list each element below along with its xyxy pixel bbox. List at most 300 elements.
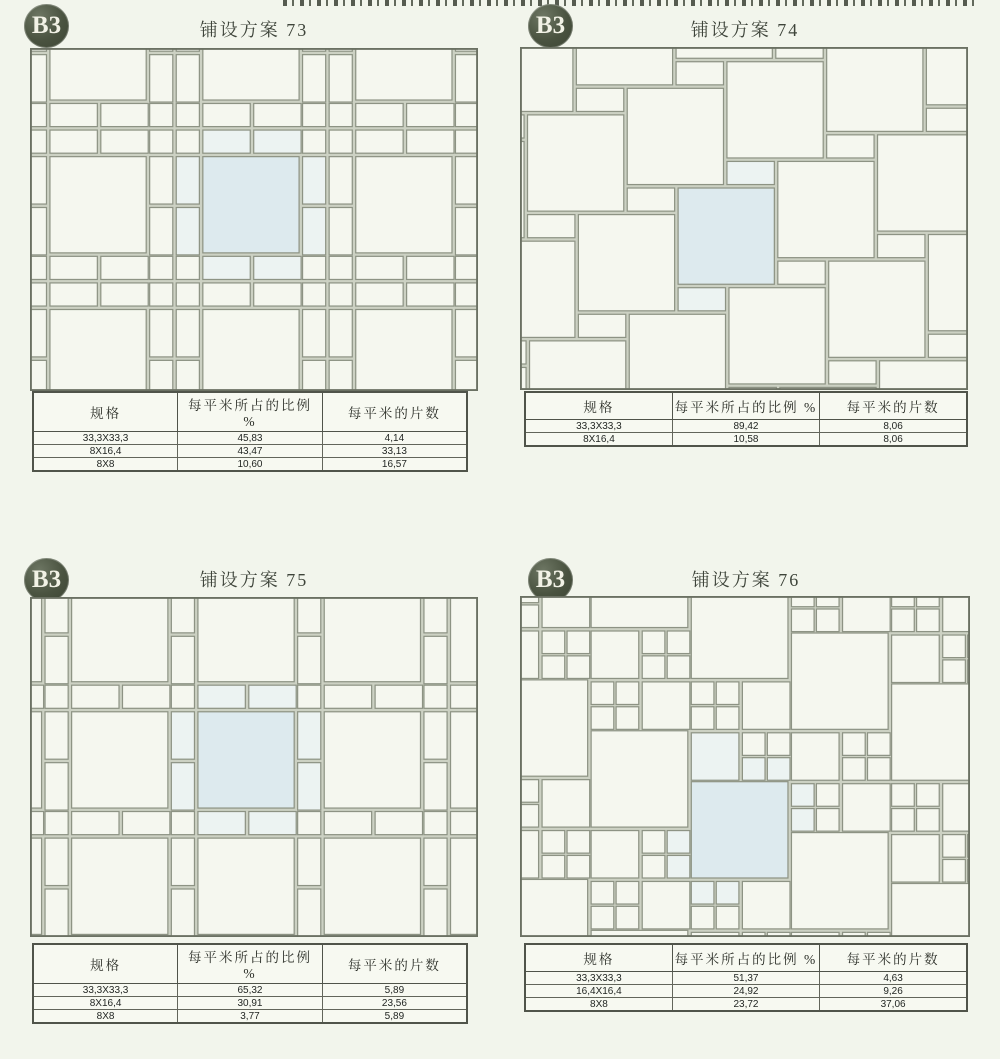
tile [150,55,173,102]
tile [542,596,590,628]
spec-row [525,433,967,447]
tile [150,103,173,126]
b3-badge: B3 [24,4,69,48]
tile [50,310,146,391]
tile-size-cell: 8X16,4 [33,997,178,1010]
percent-cell: 51,37 [672,972,819,985]
tile [45,712,68,759]
tile [176,157,199,204]
tile [691,682,714,705]
pieces-cell: 5,89 [322,1010,467,1024]
tile-pattern-diagram-74 [520,47,968,390]
tile [329,208,352,255]
tile [176,103,199,126]
tile [917,784,940,807]
spec-col-header: 规格 [525,392,672,420]
tile [324,838,420,934]
tile [356,256,403,279]
spec-row [33,432,467,445]
tile [591,682,614,705]
tile [767,758,790,781]
tile [943,596,970,632]
tile [254,103,301,126]
spec-table-73 [32,391,468,472]
spec-col-header: 每平米所占的比例 % [672,944,819,972]
tile [303,283,326,306]
pieces-cell: 8,06 [820,420,967,433]
tile [667,656,690,679]
tile [150,360,173,391]
tile-pattern-diagram-76 [520,596,970,937]
section-plan-73 [20,2,478,470]
tile [45,636,68,683]
tile [455,256,478,279]
tile [324,685,371,708]
tile [591,731,688,827]
tile [356,283,403,306]
tile [101,130,148,153]
tile [329,256,352,279]
percent-cell: 10,60 [178,458,323,472]
tile [30,157,46,204]
tile [424,812,447,835]
percent-cell: 10,58 [672,433,819,447]
tile [767,733,790,756]
tile [691,906,714,929]
tile [451,812,478,835]
tile [567,831,590,854]
tile [778,161,874,257]
tile [530,341,626,390]
tile [827,135,874,158]
tile [868,758,891,781]
tile [303,157,326,204]
section-plan-75 [20,556,478,1022]
tile [520,680,588,776]
tile [45,838,68,885]
tile [30,360,46,391]
tile [829,261,925,357]
tile [424,889,447,936]
tile [567,631,590,654]
tile [101,103,148,126]
plan-title: 铺设方案 75 [199,570,309,590]
tile [567,656,590,679]
tile [171,812,194,835]
tile [691,881,714,904]
tile [642,631,665,654]
tile [520,241,575,337]
tile [716,682,739,705]
tile [122,812,169,835]
tile [176,283,199,306]
tile [324,712,420,808]
tile [791,609,814,632]
pieces-cell: 4,14 [322,432,467,445]
tile [150,256,173,279]
spec-row [525,998,967,1012]
tile [329,283,352,306]
tile [917,809,940,832]
tile [171,636,194,683]
tile [324,812,371,835]
b3-badge: B3 [528,558,573,602]
section-plan-76 [515,556,977,1012]
tile [843,596,891,632]
tile [843,733,866,756]
tile [171,763,194,810]
tile [667,855,690,878]
spec-col-header: 每平米所占的比例 % [178,944,323,984]
tile [72,838,168,934]
tile [50,256,97,279]
tile [30,103,46,126]
tile [249,685,296,708]
tile [298,685,321,708]
percent-cell: 24,92 [672,985,819,998]
tile [520,47,573,111]
tile [50,130,97,153]
tile [150,283,173,306]
tile [122,685,169,708]
tile [329,360,352,391]
tile [356,310,452,391]
tile [455,310,478,357]
tile [576,47,672,85]
tile [791,809,814,832]
tile [926,47,968,105]
tile [791,784,814,807]
tile [203,256,250,279]
tile [778,261,825,284]
tile [198,685,245,708]
tile [791,833,888,929]
tile [424,712,447,759]
tile [72,685,119,708]
tile [50,157,146,253]
tile [742,881,790,928]
tile [727,161,774,184]
tile [176,360,199,391]
b3-badge: B3 [24,558,69,602]
tile [678,288,725,311]
tile [829,361,876,384]
tile [303,256,326,279]
tile [375,812,422,835]
spec-row [525,420,967,433]
tile [455,157,478,204]
spec-col-header: 每平米的片数 [820,944,967,972]
tile [30,256,46,279]
tile [298,889,321,936]
tile [356,48,452,100]
tile-size-cell: 8X16,4 [33,445,178,458]
tile [591,596,688,628]
tile [451,712,478,808]
tile [329,310,352,357]
tile [203,283,250,306]
tile [30,55,46,102]
section-plan-74 [515,2,977,460]
plan-title: 铺设方案 73 [199,20,309,40]
tile [578,314,625,337]
tile [298,636,321,683]
tile [203,130,250,153]
tile [729,288,825,384]
tile [30,283,46,306]
tile [627,88,723,184]
tile [892,809,915,832]
tile [249,812,296,835]
tile [30,310,46,357]
tile [943,859,966,882]
tile [676,62,723,85]
tile [455,103,478,126]
tile [30,208,46,255]
tile [407,283,454,306]
tile [424,636,447,683]
tile [917,609,940,632]
tile-pattern-diagram-75 [30,597,478,937]
tile [375,685,422,708]
spec-row [525,985,967,998]
tile [542,631,565,654]
tile [203,310,299,391]
tile [303,208,326,255]
tile [30,130,46,153]
tile [150,208,173,255]
tile [303,55,326,102]
tile [928,334,968,357]
tile [303,103,326,126]
plan-title: 铺设方案 76 [691,570,801,590]
percent-cell: 3,77 [178,1010,323,1024]
tile [198,597,294,682]
spec-col-header: 每平米的片数 [820,392,967,420]
tile-size-cell: 16,4X16,4 [525,985,672,998]
tile [616,906,639,929]
tile-pattern-diagram-73 [30,48,478,391]
tile [843,758,866,781]
tile [150,130,173,153]
tile [455,208,478,255]
tile [30,685,44,708]
tile [576,88,623,111]
spec-row [33,458,467,472]
pieces-cell: 4,63 [820,972,967,985]
tile [50,48,146,100]
tile [455,283,478,306]
tile [791,733,839,780]
tile [691,707,714,730]
tile-size-cell: 8X16,4 [525,433,672,447]
tile [451,597,478,682]
tile [298,597,321,633]
tile [45,889,68,936]
tile [892,835,940,882]
tile [176,256,199,279]
tile [424,763,447,810]
tile [455,130,478,153]
tile [45,763,68,810]
tile [742,758,765,781]
tile [528,115,624,211]
tile [928,235,968,331]
percent-cell: 65,32 [178,984,323,997]
tile [298,763,321,810]
tile [816,784,839,807]
tile [171,712,194,759]
tile-size-cell: 33,3X33,3 [33,984,178,997]
pieces-cell: 16,57 [322,458,467,472]
spec-table-76 [524,943,968,1012]
tile [742,733,765,756]
tile [616,707,639,730]
tile [254,283,301,306]
tile [45,597,68,633]
tile [691,733,739,780]
tile [868,733,891,756]
tile [791,633,888,729]
tile [407,130,454,153]
tile [45,685,68,708]
tile [198,812,245,835]
tile [30,812,44,835]
tile [542,855,565,878]
tile [843,784,891,831]
tile [150,310,173,357]
tile [298,712,321,759]
tile [407,103,454,126]
tile [171,838,194,885]
tile [642,682,690,729]
tile [892,635,940,682]
tile [176,310,199,357]
tile [627,188,674,211]
tile [171,597,194,633]
tile [407,256,454,279]
tile [642,656,665,679]
tile [176,130,199,153]
tile [520,780,539,803]
tile [50,103,97,126]
tile [616,881,639,904]
tile [520,805,539,828]
percent-cell: 30,91 [178,997,323,1010]
tile [816,809,839,832]
tile [892,883,970,937]
tile [254,130,301,153]
tile-size-cell: 33,3X33,3 [525,420,672,433]
tile [616,682,639,705]
tile [642,831,665,854]
tile [455,55,478,102]
spec-col-header: 每平米所占的比例 % [178,392,323,432]
tile [727,62,823,158]
spec-table-75 [32,943,468,1024]
tile [329,103,352,126]
tile [827,47,923,131]
tile [150,157,173,204]
spec-row [33,997,467,1010]
percent-cell: 23,72 [672,998,819,1012]
tile [591,831,639,878]
tile [176,55,199,102]
tile [716,881,739,904]
tile-size-cell: 33,3X33,3 [525,972,672,985]
pieces-cell: 33,13 [322,445,467,458]
tile [742,682,790,729]
percent-cell: 45,83 [178,432,323,445]
tile [329,55,352,102]
tile [892,609,915,632]
tile [72,712,168,808]
tile-size-cell: 8X8 [33,458,178,472]
tile [716,906,739,929]
spec-col-header: 规格 [33,944,178,984]
spec-col-header: 每平米的片数 [322,392,467,432]
b3-badge: B3 [528,4,573,48]
tile [629,314,725,390]
tile-size-cell: 33,3X33,3 [33,432,178,445]
spec-row [525,972,967,985]
plan-title: 铺设方案 74 [690,20,800,40]
tile [356,130,403,153]
tile [101,256,148,279]
tile [667,631,690,654]
tile [642,855,665,878]
tile [45,812,68,835]
tile [303,360,326,391]
tile [520,879,588,937]
tile [520,631,539,678]
highlighted-tile [691,782,788,878]
spec-col-header: 每平米所占的比例 % [672,392,819,420]
tile [642,881,690,928]
tile [424,838,447,885]
pieces-cell: 5,89 [322,984,467,997]
highlighted-tile [198,712,294,808]
tile [591,707,614,730]
tile [451,685,478,708]
tile [298,812,321,835]
percent-cell: 89,42 [672,420,819,433]
spec-table-74 [524,391,968,447]
tile [176,208,199,255]
tile [520,605,539,628]
tile [72,597,168,682]
pieces-cell: 23,56 [322,997,467,1010]
tile [591,881,614,904]
tile [542,831,565,854]
tile [356,157,452,253]
tile [943,660,966,683]
spec-row [33,445,467,458]
highlighted-tile [678,188,774,284]
tile [591,631,639,678]
tile [892,784,915,807]
tile [356,103,403,126]
tile [926,108,968,131]
tile [171,889,194,936]
tile-size-cell: 8X8 [33,1010,178,1024]
tile [171,685,194,708]
tile [716,707,739,730]
tile [691,596,788,678]
tile [816,609,839,632]
tile [303,130,326,153]
spec-row [33,1010,467,1024]
